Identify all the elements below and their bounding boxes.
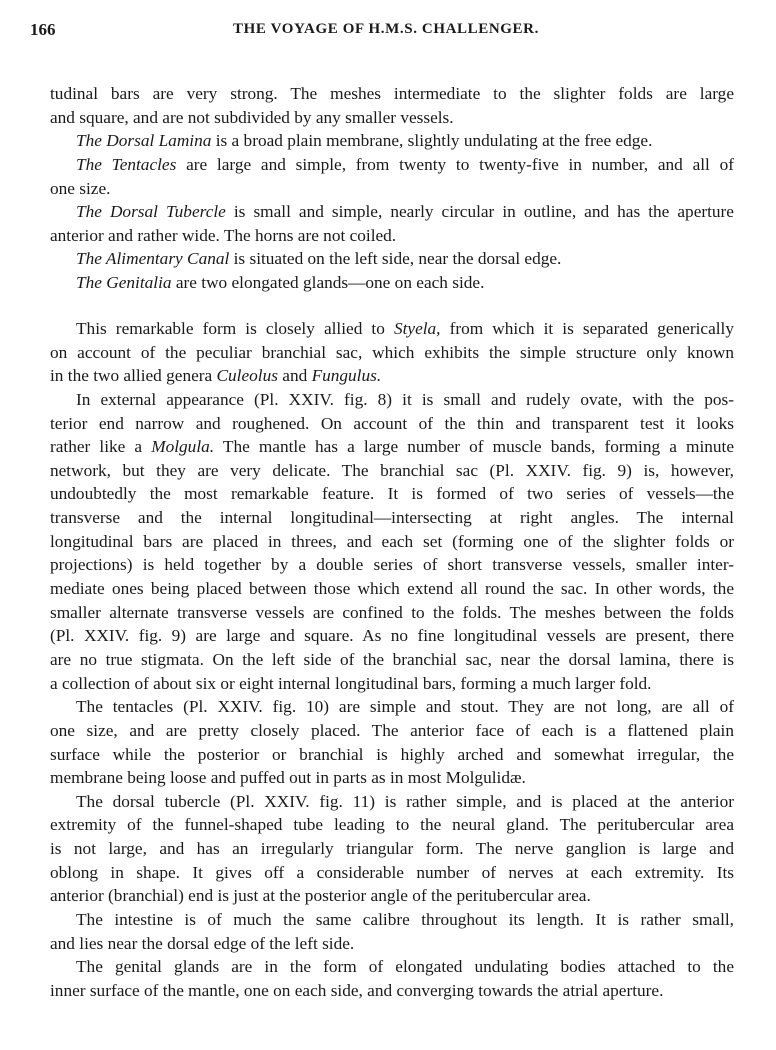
- text-line: [50, 955, 734, 979]
- text-line: [50, 224, 734, 248]
- text-line: [50, 412, 734, 436]
- text-run: network, but they are very delicate. The branchial sac (Pl. XXIV. fig. 9) is, however,: [50, 460, 734, 480]
- text-line: [50, 435, 734, 459]
- paragraph: [50, 82, 734, 129]
- paragraph: [50, 271, 734, 295]
- text-run: membrane being loose and puffed out in parts as in most Molgulidæ.: [50, 768, 526, 788]
- running-title: THE VOYAGE OF H.M.S. CHALLENGER.: [233, 21, 539, 37]
- text-run: and square, and are not subdivided by any smaller vessels.: [50, 107, 454, 127]
- text-run: anterior (branchial) end is just at the posterior angle of the peritubercular area.: [50, 886, 591, 906]
- text-line: [50, 979, 734, 1003]
- text-line: [50, 153, 734, 177]
- text-run: a collection of about six or eight internal longitudinal bars, forming a much larger fold.: [50, 673, 652, 693]
- paragraph: [50, 317, 734, 388]
- text-run: tudinal bars are very strong. The meshes intermediate to the slighter folds are large: [50, 84, 734, 103]
- text-line: [50, 177, 734, 201]
- text-run: is not large, and has an irregularly triangular form. The nerve ganglion is large and: [50, 839, 734, 859]
- text-run: is small and simple, nearly circular in outline, and has the aperture: [225, 202, 734, 222]
- text-line: [50, 482, 734, 506]
- paragraph: [50, 790, 734, 908]
- text-block-anatomy-summary: [50, 82, 734, 295]
- text-run: and lies near the dorsal edge of the left side.: [50, 933, 355, 953]
- text-line: [50, 672, 734, 696]
- paragraph: [50, 247, 734, 271]
- text-run: on account of the peculiar branchial sac, which exhibits the simple structure only known: [50, 342, 734, 362]
- text-run: longitudinal bars are placed in threes, and each set (forming one of the slighter folds or: [50, 531, 734, 551]
- text-run: from which it is separated generically: [440, 319, 734, 338]
- text-line: [50, 743, 734, 767]
- text-run: mediate ones being placed between those which extend all round the sac. In other words, the: [50, 579, 734, 599]
- italic-text: The Dorsal Tubercle: [76, 202, 226, 222]
- text-line: [50, 364, 734, 388]
- text-line: [50, 884, 734, 908]
- text-line: [50, 790, 734, 814]
- text-run: and: [277, 366, 312, 386]
- text-run: (Pl. XXIV. fig. 9) are large and square. As no fine longitudinal vessels are present, there: [50, 626, 734, 646]
- text-line: [50, 553, 734, 577]
- text-run: in the two allied genera: [50, 366, 217, 386]
- text-run: are large and simple, from twenty to twenty-five in number, and all of: [176, 154, 734, 174]
- italic-text: The Genitalia: [76, 273, 172, 293]
- text-line: [50, 695, 734, 719]
- italic-text: The Dorsal Lamina: [76, 131, 212, 151]
- paragraph: [50, 129, 734, 153]
- text-run: one size.: [50, 178, 111, 198]
- text-line: [50, 601, 734, 625]
- text-run: projections) is held together by a double series of short transverse vessels, smaller inter-: [50, 555, 734, 575]
- text-run: undoubtedly the most remarkable feature. It is formed of two series of vessels—the: [50, 484, 734, 504]
- text-line: [50, 82, 734, 106]
- paragraph: [50, 955, 734, 1002]
- paragraph: [50, 153, 734, 200]
- italic-text: The Tentacles: [76, 154, 177, 174]
- page-header: [30, 20, 742, 44]
- text-line: [50, 200, 734, 224]
- text-line: [50, 271, 734, 295]
- italic-text: Culeolus: [216, 366, 278, 386]
- text-line: [50, 861, 734, 885]
- text-run: In external appearance (Pl. XXIV. fig. 8) it is small and rudely ovate, with the pos-: [76, 389, 734, 409]
- text-line: [50, 813, 734, 837]
- text-line: [50, 577, 734, 601]
- text-line: [50, 247, 734, 271]
- text-run: This remarkable form is closely allied to: [76, 319, 394, 338]
- text-line: [50, 129, 734, 153]
- text-run: extremity of the funnel-shaped tube leading to the neural gland. The peritubercular area: [50, 815, 734, 835]
- text-line: [50, 624, 734, 648]
- text-line: [50, 317, 734, 341]
- text-line: [50, 341, 734, 365]
- text-run: is a broad plain membrane, slightly undulating at the free edge.: [211, 131, 653, 151]
- paragraph: [50, 200, 734, 247]
- text-line: [50, 719, 734, 743]
- italic-text: The Alimentary Canal: [76, 249, 230, 269]
- text-run: The intestine is of much the same calibre throughout its length. It is rather small,: [76, 910, 734, 930]
- page-number: 166: [30, 20, 56, 39]
- text-run: are two elongated glands—one on each side.: [171, 273, 485, 293]
- text-line: [50, 908, 734, 932]
- text-run: are no true stigmata. On the left side of the branchial sac, near the dorsal lamina, there is: [50, 649, 734, 669]
- paragraph: [50, 908, 734, 955]
- text-line: [50, 106, 734, 130]
- text-run: anterior and rather wide. The horns are not coiled.: [50, 225, 397, 245]
- text-line: [50, 932, 734, 956]
- italic-text: Molgula.: [151, 437, 215, 457]
- text-line: [50, 388, 734, 412]
- text-line: [50, 837, 734, 861]
- text-run: surface while the posterior or branchial is highly arched and somewhat irregular, the: [50, 744, 734, 764]
- text-run: is situated on the left side, near the dorsal edge.: [229, 249, 562, 269]
- text-run: The genital glands are in the form of elongated undulating bodies attached to the: [76, 957, 734, 977]
- text-run: terior end narrow and roughened. On account of the thin and transparent test it looks: [50, 413, 734, 433]
- text-run: rather like a: [50, 437, 152, 457]
- text-run: inner surface of the mantle, one on each side, and converging towards the atrial aperture.: [50, 980, 664, 1000]
- text-run: smaller alternate transverse vessels are confined to the folds. The meshes between the folds: [50, 602, 734, 622]
- text-run: one size, and are pretty closely placed. The anterior face of each is a flattened plain: [50, 720, 734, 740]
- text-run: The dorsal tubercle (Pl. XXIV. fig. 11) is rather simple, and is placed at the anterior: [76, 791, 734, 811]
- text-run: transverse and the internal longitudinal—intersecting at right angles. The internal: [50, 508, 734, 528]
- text-line: [50, 766, 734, 790]
- text-block-description: [50, 317, 734, 1003]
- text-line: [50, 506, 734, 530]
- italic-text: Fungulus.: [311, 366, 382, 386]
- text-run: The mantle has a large number of muscle bands, forming a minute: [214, 437, 734, 457]
- italic-text: Styela,: [393, 319, 441, 338]
- text-line: [50, 530, 734, 554]
- paragraph: [50, 695, 734, 790]
- text-line: [50, 648, 734, 672]
- text-run: The tentacles (Pl. XXIV. fig. 10) are simple and stout. They are not long, are all of: [76, 697, 734, 717]
- paragraph: [50, 388, 734, 695]
- text-run: oblong in shape. It gives off a considerable number of nerves at each extremity. Its: [50, 862, 734, 882]
- text-line: [50, 459, 734, 483]
